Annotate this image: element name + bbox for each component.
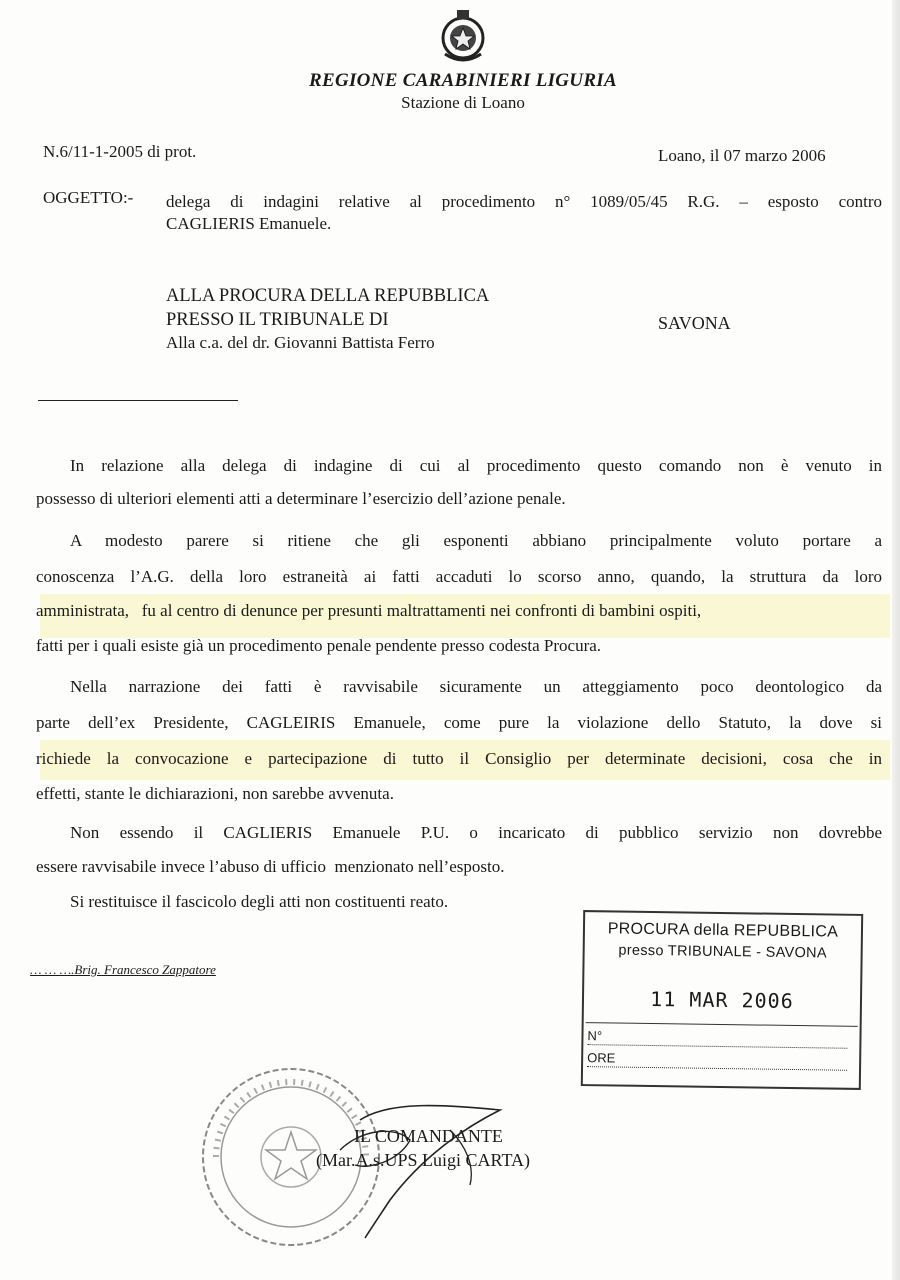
body-p2-line-3: amministrata, fu al centro di denunce per presunti maltrattamenti nei confronti di bambini ospiti, [36, 601, 702, 620]
body-p3-line-3: richiede la convocazione e partecipazione di tutto il Consiglio per determinate decisioni, cosa che in [36, 749, 882, 768]
subject-line-2: CAGLIERIS Emanuele. [166, 214, 332, 233]
body-p4-line-2: essere ravvisabile invece l’abuso di ufficio menzionato nell’esposto. [36, 857, 505, 876]
stamp-time-field: ORE [587, 1050, 847, 1071]
page-edge [892, 0, 900, 1280]
subject-label: OGGETTO:- [43, 188, 134, 207]
separator-rule [38, 400, 238, 401]
stamp-court: presso TRIBUNALE - SAVONA [618, 942, 827, 962]
commander-name: (Mar.A.s.UPS Luigi CARTA) [316, 1150, 530, 1170]
body-p2-line-4: fatti per i quali esiste già un procedimento penale pendente presso codesta Procura. [36, 636, 602, 655]
organization-title: REGIONE CARABINIERI LIGURIA [309, 70, 617, 91]
recipient-city: SAVONA [658, 313, 731, 333]
body-p2-line-2: conoscenza l’A.G. della loro estraneità ai fatti accaduti lo scorso anno, quando, la struttura da loro [36, 567, 882, 586]
body-p1-line-1: In relazione alla delega di indagine di cui al procedimento questo comando non è venuto in [70, 456, 882, 475]
handwritten-signature-icon [300, 1090, 530, 1240]
body-p3-line-4: effetti, stante le dichiarazioni, non sarebbe avvenuta. [36, 784, 394, 803]
protocol-number: N.6/11-1-2005 di prot. [43, 142, 197, 161]
commander-title: IL COMANDANTE [354, 1126, 503, 1146]
subject-line-1: delega di indagini relative al procedimento n° 1089/05/45 R.G. – esposto contro [166, 192, 882, 211]
station-name: Stazione di Loano [401, 93, 525, 112]
place-date: Loano, il 07 marzo 2006 [658, 146, 826, 165]
recipient-line-3: Alla c.a. del dr. Giovanni Battista Ferro [166, 333, 435, 352]
body-p3-line-2: parte dell’ex Presidente, CAGLEIRIS Emanuele, come pure la violazione dello Statuto, la dove si [36, 713, 882, 732]
received-stamp [581, 910, 863, 1090]
recipient-line-2: PRESSO IL TRIBUNALE DI [166, 310, 389, 330]
recipient-line-1: ALLA PROCURA DELLA REPUBBLICA [166, 286, 490, 306]
body-p3-line-1: Nella narrazione dei fatti è ravvisabile sicuramente un atteggiamento poco deontologico da [70, 677, 882, 696]
body-p2-line-1: A modesto parere si ritiene che gli esponenti abbiano principalmente voluto portare a [70, 531, 882, 550]
italian-republic-emblem-icon [433, 6, 493, 66]
stamp-number-field: N° [587, 1028, 847, 1049]
body-p5: Si restituisce il fascicolo degli atti non costituenti reato. [70, 892, 449, 911]
signer-line: … … ….Brig. Francesco Zappatore [30, 962, 216, 977]
body-p1-line-2: possesso di ulteriori elementi atti a determinare l’esercizio dell’azione penale. [36, 489, 566, 508]
stamp-office: PROCURA della REPUBBLICA [607, 920, 839, 941]
body-p4-line-1: Non essendo il CAGLIERIS Emanuele P.U. o incaricato di pubblico servizio non dovrebbe [70, 823, 882, 842]
stamp-date: 11 MAR 2006 [650, 986, 794, 1014]
